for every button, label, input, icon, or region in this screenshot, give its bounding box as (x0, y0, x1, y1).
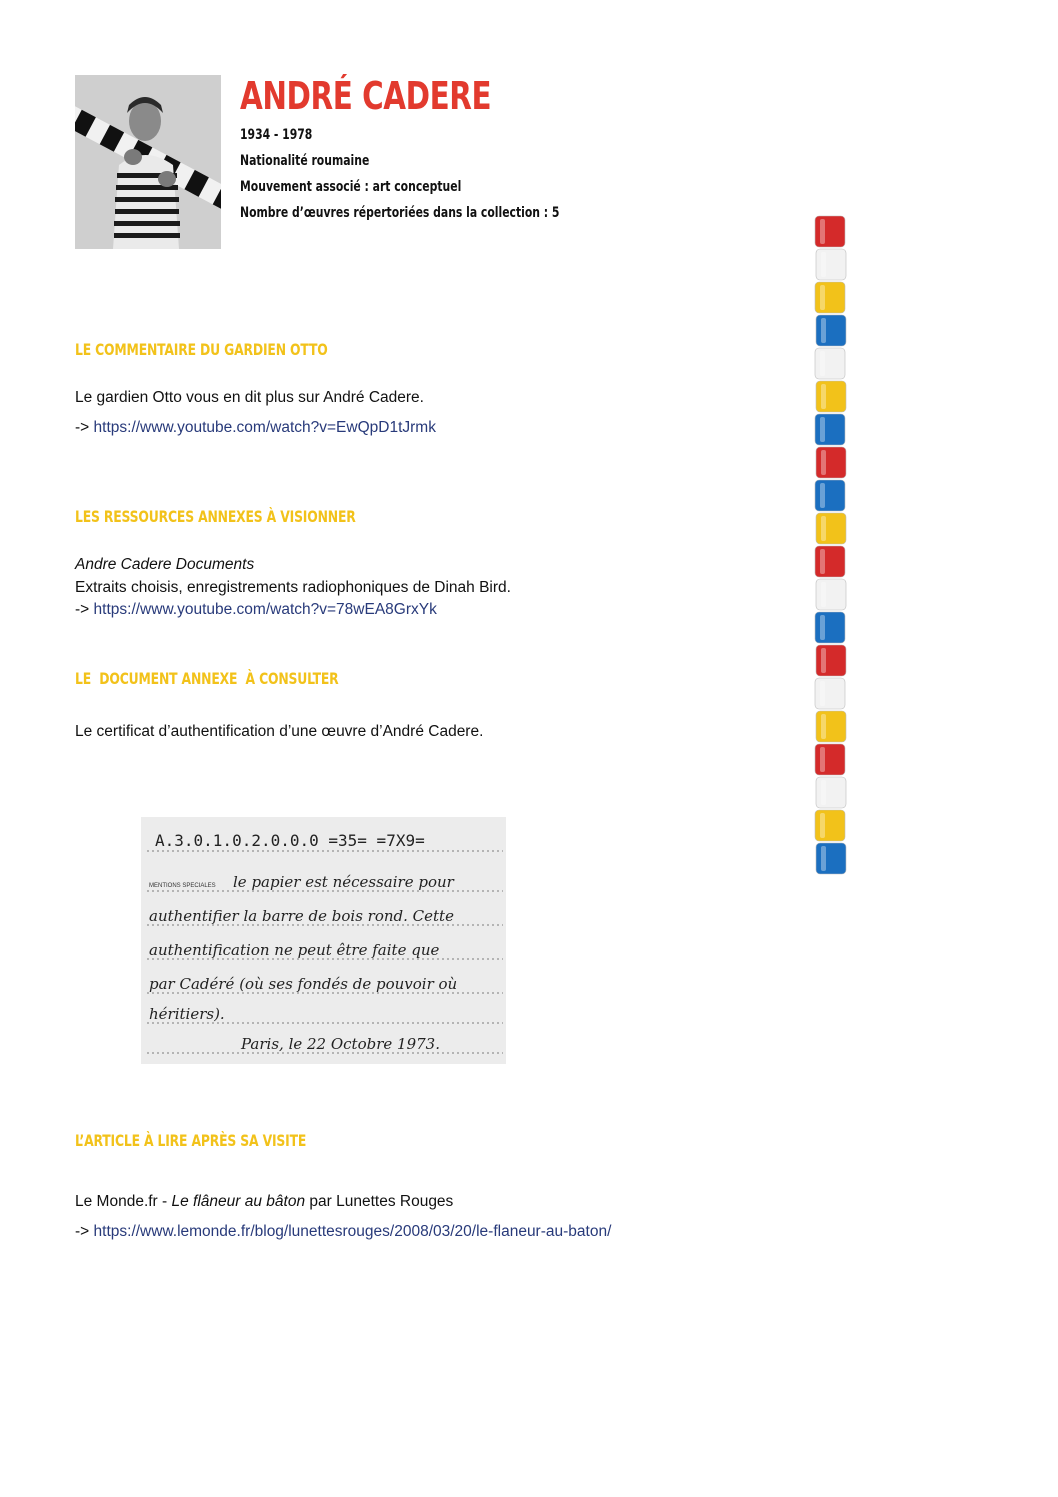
stick-segment-highlight (821, 648, 826, 673)
stick-segment-highlight (821, 252, 826, 277)
stick-segment (816, 843, 846, 874)
stick-segment (815, 414, 845, 445)
certificate-line-2: authentifier la barre de bois rond. Cette (149, 907, 454, 925)
stick-segment (816, 447, 846, 478)
section-title-resources: LES RESSOURCES ANNEXES À VISIONNER (75, 507, 356, 526)
artist-portrait (75, 75, 221, 249)
certificate-line-6: Paris, le 22 Octobre 1973. (241, 1035, 440, 1053)
stick-segment (815, 546, 845, 577)
stick-segment-highlight (820, 549, 825, 574)
stick-segment (815, 348, 845, 379)
article-link-line (75, 1221, 611, 1243)
arrow-marker: -> (75, 419, 90, 436)
artist-movement: Mouvement associé : art conceptuel (240, 179, 462, 195)
stick-segment (816, 645, 846, 676)
portrait-illustration (75, 75, 221, 249)
document-description: Le certificat d’authentification d’une œuvre d’André Cadere. (75, 723, 484, 740)
stick-segment (815, 810, 845, 841)
stick-segment-highlight (820, 747, 825, 772)
stick-segment (816, 513, 846, 544)
section-title-document: LE DOCUMENT ANNEXE À CONSULTER (75, 669, 339, 688)
stick-segment-highlight (821, 846, 826, 871)
certificate-line-1: le papier est nécessaire pour (233, 873, 454, 891)
stick-segment-highlight (821, 384, 826, 409)
article-source: Le Monde.fr - (75, 1193, 172, 1210)
stick-segment (815, 612, 845, 643)
artist-dates: 1934 - 1978 (240, 127, 313, 143)
arrow-marker: -> (75, 1223, 90, 1240)
resource-youtube-link[interactable]: https://www.youtube.com/watch?v=78wEA8GrxYk (93, 601, 437, 618)
certificate-illustration (141, 817, 506, 1064)
article-description (75, 1191, 453, 1213)
certificate-image (141, 817, 506, 1064)
stick-segment-highlight (820, 285, 825, 310)
artist-works-count: Nombre d’œuvres répertoriées dans la collection : 5 (240, 205, 560, 221)
certificate-code: A.3.0.1.0.2.0.0.0 =35= =7X9= (155, 831, 425, 850)
stick-segment (815, 282, 845, 313)
stick-segment-highlight (820, 417, 825, 442)
section-title-commentary: LE COMMENTAIRE DU GARDIEN OTTO (75, 340, 328, 359)
commentary-text: Le gardien Otto vous en dit plus sur André Cadere. (75, 389, 424, 406)
cadere-stick-artwork (812, 215, 848, 875)
stick-segment (815, 480, 845, 511)
stick-segment-highlight (821, 516, 826, 541)
resource-link-line (75, 599, 437, 621)
stick-segment (816, 315, 846, 346)
section-title-article: L’ARTICLE À LIRE APRÈS SA VISITE (75, 1131, 307, 1150)
certificate-line-3: authentification ne peut être faite que (149, 941, 440, 959)
certificate-label: MENTIONS SPECIALES (149, 883, 216, 889)
stick-segment-highlight (821, 582, 826, 607)
article-author: par Lunettes Rouges (305, 1193, 454, 1210)
resource-description: Extraits choisis, enregistrements radiophoniques de Dinah Bird. (75, 579, 511, 596)
stick-segment (816, 381, 846, 412)
stick-segment-highlight (820, 615, 825, 640)
article-title: Le flâneur au bâton (171, 1193, 306, 1210)
stick-segment-highlight (820, 813, 825, 838)
article-lemonde-link[interactable]: https://www.lemonde.fr/blog/lunettesrouges/2008/03/20/le-flaneur-au-baton/ (93, 1223, 612, 1240)
stick-segment (816, 777, 846, 808)
stick-segment (816, 711, 846, 742)
stick-segment (816, 249, 846, 280)
stick-segment (815, 744, 845, 775)
commentary-youtube-link[interactable]: https://www.youtube.com/watch?v=EwQpD1tJrmk (93, 419, 436, 436)
arrow-marker: -> (75, 601, 90, 618)
stick-segment-highlight (821, 714, 826, 739)
artist-name: ANDRÉ CADERE (240, 74, 492, 118)
stick-segment-highlight (821, 318, 826, 343)
certificate-line-5: héritiers). (149, 1005, 225, 1023)
stick-segment-highlight (820, 351, 825, 376)
resource-title: Andre Cadere Documents (75, 556, 255, 573)
stick-segment-highlight (821, 450, 826, 475)
stick-segment-highlight (820, 483, 825, 508)
commentary-link-line (75, 417, 436, 439)
stick-segment-highlight (820, 681, 825, 706)
artist-nationality: Nationalité roumaine (240, 153, 370, 169)
stick-illustration (812, 215, 848, 875)
stick-segment-highlight (820, 219, 825, 244)
stick-segment (816, 579, 846, 610)
artist-info (240, 122, 660, 226)
stick-segment-highlight (821, 780, 826, 805)
stick-segment (815, 216, 845, 247)
stick-segment (815, 678, 845, 709)
certificate-line-4: par Cadéré (où ses fondés de pouvoir où (149, 975, 458, 993)
